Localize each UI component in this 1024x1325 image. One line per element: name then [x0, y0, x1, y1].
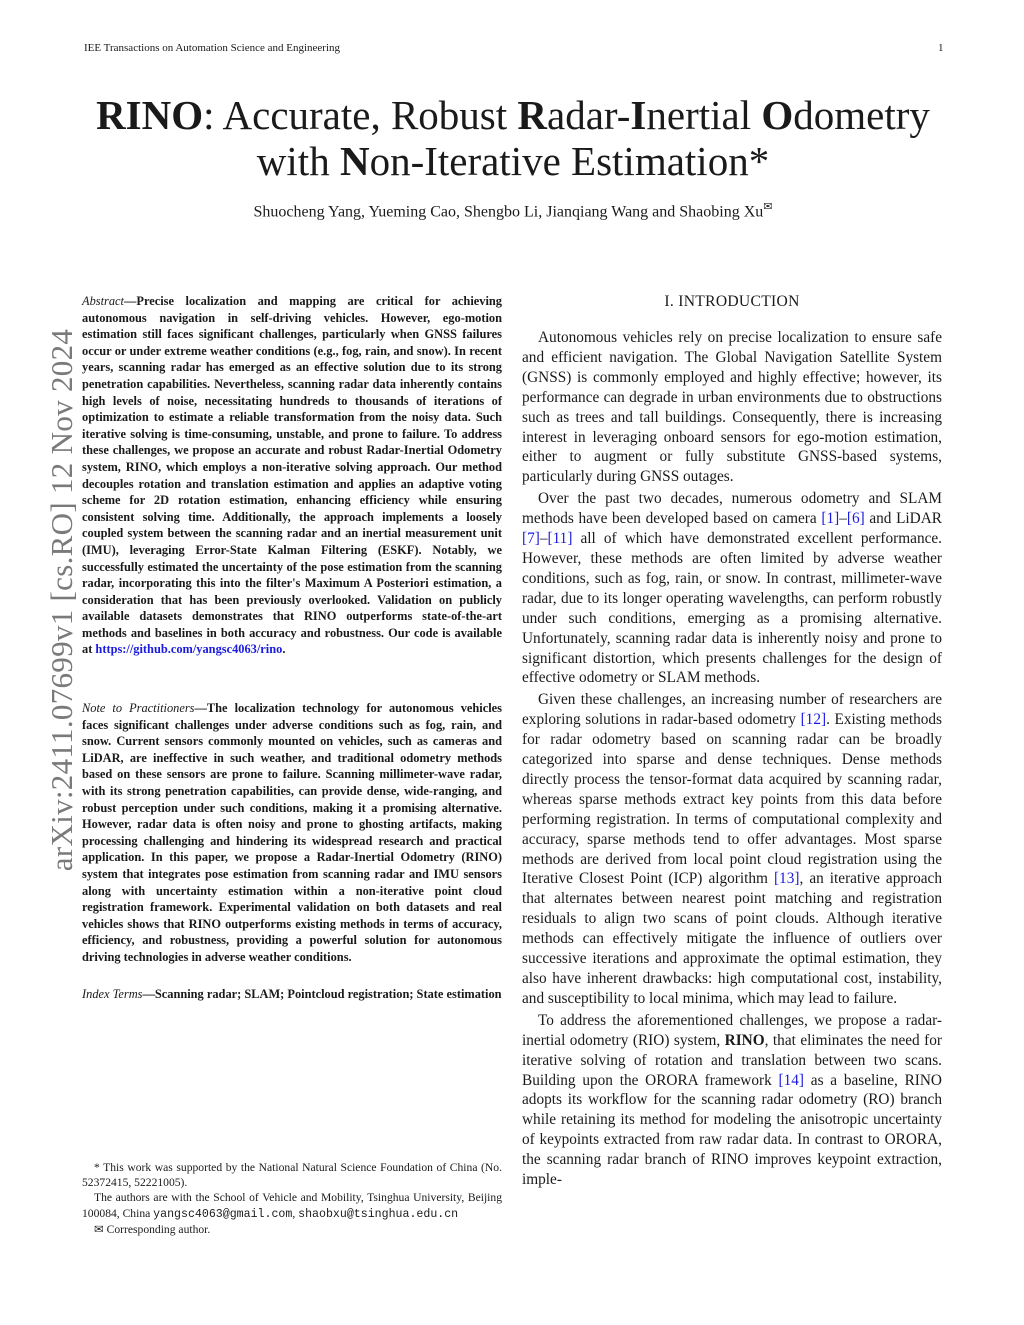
abstract: Abstract—Precise localization and mapping are critical for achieving autonomous navigation in self-driving vehicles. However, ego-motion estimation still faces significant challenges, particularly when GNSS failures occur or under extreme weather conditions (e.g., fog, rain, and snow). In recent years, scanning radar has emerged as an effective solution due to its strong penetration capabilities. Nevertheless, scanning radar data inherently contains high levels of noise, necessitating hundreds to thousands of iterations of optimization to estimate a reliable transformation from the noisy data. Such iterative solving is time-consuming, unstable, and prone to failure. To address these challenges, we propose an accurate and robust Radar-Inertial Odometry system, RINO, which employs a non-iterative solving approach. Our method decouples rotation and translation estimation and applies an adaptive voting scheme for 2D rotation estimation, enhancing efficiency while ensuring consistent solving time. Additionally, the approach implements a loosely coupled system between the scanning radar and an inertial measurement unit (IMU), leveraging Error-State Kalman Filtering (ESKF). Notably, we successfully estimated the uncertainty of the pose estimation from the scanning radar, incorporating this into the filter's Maximum A Posteriori estimation, a consideration that has been previously overlooked. Validation on publicly available datasets demonstrates that RINO outperforms state-of-the-art methods and baselines in both accuracy and robustness. Our code is available at https://github.com/yangsc4063/rino.: [82, 294, 502, 657]
arxiv-stamp: arXiv:2411.07699v1 [cs.RO] 12 Nov 2024: [44, 328, 79, 872]
citation-13[interactable]: [13]: [773, 870, 800, 888]
citation-6[interactable]: [6]: [846, 510, 865, 528]
paper-title: RINO: Accurate, Robust Radar-Inertial Odometry with Non-Iterative Estimation*: [96, 92, 930, 184]
index-terms: Index Terms—Scanning radar; SLAM; Pointcloud registration; State estimation: [82, 986, 502, 1001]
page-number: 1: [938, 42, 944, 54]
citation-11[interactable]: [11]: [547, 530, 573, 548]
section-heading-introduction: I. INTRODUCTION: [664, 293, 800, 310]
corresponding-footnote: ✉ Corresponding author.: [94, 1222, 211, 1236]
note-to-practitioners: Note to Practitioners—The localization technology for autonomous vehicles faces significant challenges under adverse conditions such as fog, rain, and snow. Current sensors commonly mounted on vehicles, such as cameras and LiDAR, are ineffective in such weather, and traditional odometry methods based on these sensors are prone to failure. Scanning millimeter-wave radar, with its strong penetration capabilities, can provide dense, wide-ranging, and robust perception under such conditions, making it a promising alternative. However, radar data is often noisy and prone to ghosting artifacts, making processing challenging and hindering its widespread research and practical application. In this paper, we propose a Radar-Inertial Odometry (RINO) system that integrates pose estimation from scanning radar and IMU sensors along with uncertainty estimation within a non-iterative point cloud registration framework. Experimental validation on both datasets and real vehicles shows that RINO outperforms existing methods in terms of accuracy, efficiency, and robustness, providing a powerful solution for autonomous driving technologies in adverse weather conditions.: [82, 701, 503, 964]
author-list: Shuocheng Yang, Yueming Cao, Shengbo Li, Jianqiang Wang and Shaobing Xu✉: [253, 201, 773, 221]
running-head: IEE Transactions on Automation Science and Engineering: [84, 42, 341, 54]
intro-paragraph-3: Given these challenges, an increasing number of researchers are exploring solutions in radar-based odometry [12]. Existing methods for radar odometry based on scanning radar can be broadly categorized into sparse and dense techniques. Dense methods directly process the tensor-format data acquired by scanning radar, whereas sparse methods extract key points from this data before performing registration. In terms of computational complexity and accuracy, sparse methods tend to offer advantages. Most sparse methods are derived from local point cloud registration using the Iterative Closest Point (ICP) algorithm [13], an iterative approach that alternates between nearest point matching and registration residuals to align two scans of point clouds. Although iterative methods can effectively mitigate the influence of outliers over successive iterations and approximate the optimal estimation, they also have inherent drawbacks: high computational cost, instability, and susceptibility to local minima, which may lead to failure.: [522, 691, 942, 1007]
footnotes: [82, 1160, 502, 1237]
citation-14[interactable]: [14]: [778, 1071, 805, 1089]
intro-paragraph-1: Autonomous vehicles rely on precise localization to ensure safe and efficient navigation. The Global Navigation Satellite System (GNSS) is commonly employed and highly effective; however, its performance can degrade in urban environments due to obstructions such as trees and tall buildings. Consequently, there is increasing interest in leveraging onboard sensors for ego-motion estimation, either to augment or fully substitute GNSS-based systems, particularly during GNSS outages.: [522, 329, 942, 486]
intro-paragraph-2: Over the past two decades, numerous odometry and SLAM methods have been developed based on camera [1]–[6] and LiDAR [7]–[11] all of which have demonstrated excellent performance. However, these methods are often limited by adverse weather conditions, such as fog, rain, or snow. In contrast, millimeter-wave radar, due to its longer operating wavelengths, can perform robustly under such conditions, emerging as a promising alternative. Unfortunately, scanning radar data is inherently noisy and prone to significant distortion, which presents challenges for the design of effective odometry or SLAM methods.: [522, 490, 942, 687]
left-column: [82, 293, 502, 1002]
citation-7[interactable]: [7]: [522, 530, 540, 548]
code-link[interactable]: https://github.com/yangsc4063/rino: [95, 642, 283, 657]
affiliation-footnote: The authors are with the School of Vehicle and Mobility, Tsinghua University, Beijing 100084, China yangsc4063@gmail.com, shaobxu@tsinghua.edu.cn: [82, 1191, 502, 1221]
email-yangsc[interactable]: yangsc4063@gmail.com: [153, 1207, 293, 1221]
citation-12[interactable]: [12]: [800, 711, 827, 729]
email-shaobxu[interactable]: shaobxu@tsinghua.edu.cn: [298, 1207, 459, 1221]
right-column: [522, 293, 942, 1192]
citation-1[interactable]: [1]: [821, 510, 840, 528]
funding-footnote: * This work was supported by the National Natural Science Foundation of China (No. 52372415, 52221005).: [82, 1161, 502, 1190]
envelope-icon: ✉: [763, 201, 773, 213]
intro-paragraph-4: To address the aforementioned challenges, we propose a radar-inertial odometry (RIO) system, RINO, that eliminates the need for iterative solving of rotation and translation between two scans. Building upon the ORORA framework [14] as a baseline, RINO adopts its workflow for the scanning radar odometry (RO) branch while retaining its method for modeling the anisotropic uncertainty of keypoints extracted from raw radar data. In contrast to ORORA, the scanning radar branch of RINO improves keypoint extraction, imple-: [522, 1011, 942, 1189]
